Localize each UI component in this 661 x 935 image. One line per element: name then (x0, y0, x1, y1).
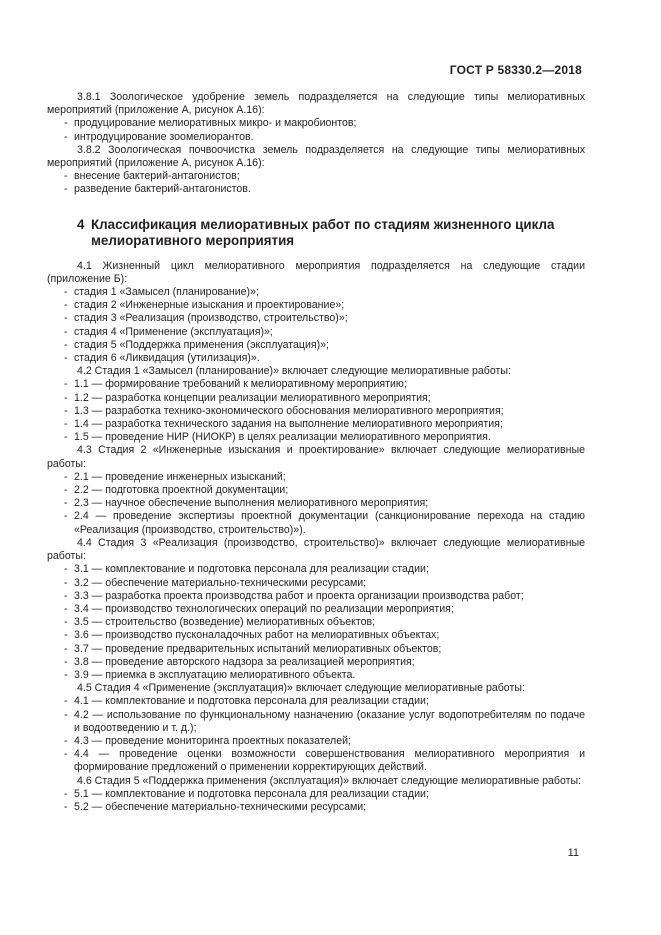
list-item: - 5.1 — комплектование и подготовка персонала для реализации стадии; (64, 787, 429, 800)
list-item: - стадия 1 «Замысел (планирование)»; (64, 286, 259, 299)
list-item: - 3.1 — комплектование и подготовка персонала для реализации стадии; (64, 563, 429, 576)
list-item-text: 3.1 — комплектование и подготовка персонала для реализации стадии; (74, 563, 429, 576)
list-item-text: 3.5 — строительство (возведение) мелиоративных объектов; (74, 616, 376, 629)
list-item-text: стадия 1 «Замысел (планирование)»; (74, 286, 259, 299)
list-item-text: разведение бактерий-антагонистов. (74, 183, 251, 196)
list-4-3 (47, 471, 585, 537)
list-item-text: 1.2 — разработка концепции реализации мелиоративного мероприятия; (74, 391, 431, 404)
page-number: 11 (567, 847, 579, 859)
paragraph-4-6: 4.6 Стадия 5 «Поддержка применения (эксплуатация)» включает следующие мелиоративные работы: (77, 774, 582, 787)
list-item: - внесение бактерий-антагонистов; (64, 170, 240, 183)
list-item: - 2.1 — проведение инженерных изысканий; (64, 470, 286, 483)
list-item: - 4.1 — комплектование и подготовка персонала для реализации стадии; (64, 695, 429, 708)
list-item-text: 3.9 — приемка в эксплуатацию мелиоративного объекта. (74, 668, 356, 681)
paragraph-4-5: 4.5 Стадия 4 «Применение (эксплуатация)» включает следующие мелиоративные работы: (77, 682, 525, 695)
section-4-heading (77, 217, 585, 250)
list-item-text: 4.3 — проведение мониторинга проектных показателей; (74, 734, 351, 747)
list-4-2 (47, 378, 585, 444)
list-item-text: стадия 3 «Реализация (производство, строительство)»; (74, 312, 348, 325)
list-item: - 3.2 — обеспечение материально-техническими ресурсами; (64, 576, 367, 589)
list-item-text: 4.2 — использование по функциональному назначению (оказание услуг водопотребителям по подаче и водоотведению и т. д.); (74, 708, 585, 734)
paragraph-4-2: 4.2 Стадия 1 «Замысел (планирование)» включает следующие мелиоративные работы: (77, 365, 511, 378)
list-item: - 1.5 — проведение НИР (НИОКР) в целях реализации мелиоративного мероприятия. (64, 431, 491, 444)
list-item: - 3.7 — проведение предварительных испытаний мелиоративных объектов; (64, 642, 442, 655)
list-item-text: 2.4 — проведение экспертизы проектной документации (санкционирование перехода на стадию «Реализация (производство, строительство)»). (74, 510, 585, 536)
list-item: - стадия 2 «Инженерные изыскания и проектирование»; (64, 299, 345, 312)
list-item-text: 3.7 — проведение предварительных испытаний мелиоративных объектов; (74, 642, 442, 655)
document-code-header: ГОСТ Р 58330.2—2018 (449, 63, 582, 77)
list-item: - стадия 3 «Реализация (производство, строительство)»; (64, 312, 348, 325)
paragraph-3-8-1: 3.8.1 Зоологическое удобрение земель подразделяется на следующие типы мелиоративных мероприятий (приложение А, рисунок А.16): (47, 91, 585, 117)
list-item: - 1.1 — формирование требований к мелиоративному мероприятию; (64, 378, 407, 391)
list-item-text: 3.3 — разработка проекта производства работ и проекта организации производства работ; (74, 589, 524, 602)
list-4-1 (47, 286, 585, 365)
list-item-text: 1.3 — разработка технико-экономического обоснования мелиоративного мероприятия; (74, 404, 504, 417)
list-item: - 3.3 — разработка проекта производства работ и проекта организации производства работ; (64, 589, 524, 602)
list-item: - стадия 4 «Применение (эксплуатация)»; (64, 325, 273, 338)
list-item: - 4.2 — использование по функциональному назначению (оказание услуг водопотребителям по подаче и водоотведению и т. д.); (64, 708, 585, 734)
list-item: - 1.2 — разработка концепции реализации мелиоративного мероприятия; (64, 391, 431, 404)
list-item: - 3.6 — производство пусконаладочных работ на мелиоративных объектах; (64, 629, 440, 642)
list-item-text: 3.8 — проведение авторского надзора за реализацией мероприятия; (74, 655, 415, 668)
list-item-text: стадия 4 «Применение (эксплуатация)»; (74, 325, 273, 338)
list-item-text: 3.4 — производство технологических операций по реализации мероприятия; (74, 602, 454, 615)
paragraph-4-1: 4.1 Жизненный цикл мелиоративного мероприятия подразделяется на следующие стадии (приложение Б): (47, 259, 585, 285)
list-item-text: 2.3 — научное обеспечение выполнения мелиоративного мероприятия; (74, 497, 429, 510)
paragraph-4-3: 4.3 Стадия 2 «Инженерные изыскания и проектирование» включает следующие мелиоративные работы: (47, 444, 585, 470)
list-item: - 3.5 — строительство (возведение) мелиоративных объектов; (64, 616, 376, 629)
list-item: - 5.2 — обеспечение материально-техническими ресурсами; (64, 800, 367, 813)
list-item: - стадия 6 «Ликвидация (утилизация)». (64, 352, 260, 365)
list-item-text: 3.2 — обеспечение материально-техническими ресурсами; (74, 576, 367, 589)
list-item-text: 4.1 — комплектование и подготовка персонала для реализации стадии; (74, 695, 429, 708)
section-4-title-line2: мелиоративного мероприятия (91, 233, 295, 249)
section-4-title-line1: Классификация мелиоративных работ по стадиям жизненного цикла (91, 216, 555, 232)
section-4-number: 4 (77, 216, 85, 232)
list-item: - интродуцирование зоомелиорантов. (64, 130, 254, 143)
list-item-text: 1.4 — разработка технического задания на выполнение мелиоративного мероприятия; (74, 418, 503, 431)
list-item-text: 4.4 — проведение оценки возможности совершенствования мелиоративного мероприятия и формирование предложений о применении корректирующих действий. (74, 748, 585, 774)
list-item-text: 2.1 — проведение инженерных изысканий; (74, 470, 286, 483)
list-item: - 2.3 — научное обеспечение выполнения мелиоративного мероприятия; (64, 497, 429, 510)
list-item-text: 1.5 — проведение НИР (НИОКР) в целях реализации мелиоративного мероприятия. (74, 431, 491, 444)
list-item: - 4.4 — проведение оценки возможности совершенствования мелиоративного мероприятия и формирование предложений о применении корректирующих действий. (64, 748, 585, 774)
list-item-text: 1.1 — формирование требований к мелиоративному мероприятию; (74, 378, 407, 391)
list-item: - стадия 5 «Поддержка применения (эксплуатация)»; (64, 338, 329, 351)
list-item: - 3.4 — производство технологических операций по реализации мероприятия; (64, 602, 454, 615)
list-item: - разведение бактерий-антагонистов. (64, 183, 251, 196)
list-item: - 3.8 — проведение авторского надзора за реализацией мероприятия; (64, 655, 415, 668)
list-item-text: 5.2 — обеспечение материально-техническими ресурсами; (74, 800, 367, 813)
list-item-text: 5.1 — комплектование и подготовка персонала для реализации стадии; (74, 787, 429, 800)
list-3-8-1 (47, 117, 585, 143)
list-4-6 (47, 788, 585, 814)
list-item: - 4.3 — проведение мониторинга проектных показателей; (64, 734, 351, 747)
paragraph-3-8-2: 3.8.2 Зоологическая почвоочистка земель подразделяется на следующие типы мелиоративных мероприятий (приложение А, рисунок А.16): (47, 143, 585, 170)
list-3-8-2 (47, 170, 585, 196)
list-item: - 1.4 — разработка технического задания на выполнение мелиоративного мероприятия; (64, 418, 503, 431)
list-4-5 (47, 695, 585, 774)
list-item-text: продуцирование мелиоративных микро- и макробионтов; (74, 117, 357, 130)
list-item-text: 3.6 — производство пусконаладочных работ на мелиоративных объектах; (74, 629, 440, 642)
list-item: - 2.2 — подготовка проектной документации; (64, 484, 289, 497)
list-item: - 1.3 — разработка технико-экономического обоснования мелиоративного мероприятия; (64, 404, 504, 417)
list-item: - 2.4 — проведение экспертизы проектной документации (санкционирование перехода на стадию «Реализация (производство, строительство)»). (64, 510, 585, 536)
list-item-text: стадия 2 «Инженерные изыскания и проектирование»; (74, 299, 345, 312)
list-item-text: стадия 6 «Ликвидация (утилизация)». (74, 352, 260, 365)
list-item-text: 2.2 — подготовка проектной документации; (74, 484, 289, 497)
paragraph-4-4: 4.4 Стадия 3 «Реализация (производство, строительство)» включает следующие мелиоративные работы: (47, 536, 585, 563)
list-item: - продуцирование мелиоративных микро- и макробионтов; (64, 117, 357, 130)
list-4-4 (47, 563, 585, 682)
list-item-text: внесение бактерий-антагонистов; (74, 170, 240, 183)
page-body (47, 91, 585, 814)
list-item-text: интродуцирование зоомелиорантов. (74, 130, 254, 143)
list-item-text: стадия 5 «Поддержка применения (эксплуатация)»; (74, 338, 329, 351)
list-item: - 3.9 — приемка в эксплуатацию мелиоративного объекта. (64, 668, 356, 681)
